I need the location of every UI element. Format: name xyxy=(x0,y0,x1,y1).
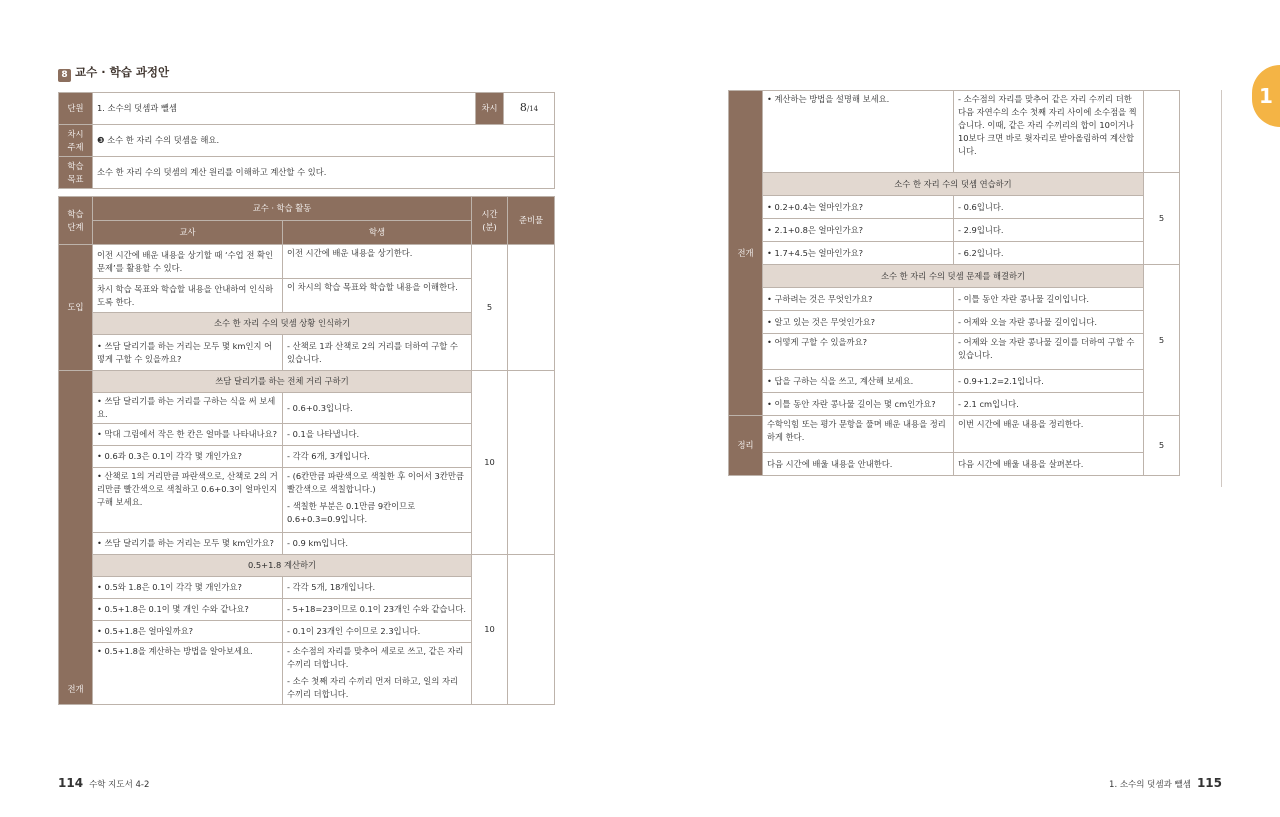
right-footer xyxy=(1109,776,1222,790)
practice-teacher-2: • 2.1+0.8은 얼마인가요? xyxy=(763,219,954,242)
right-top-time xyxy=(1144,91,1180,173)
unit-label: 단원 xyxy=(59,93,93,125)
intro-teacher-2: 차시 학습 목표와 학습할 내용을 안내하여 인식하도록 한다. xyxy=(93,279,283,313)
wrap-teacher-2: 다음 시간에 배울 내용을 안내한다. xyxy=(763,453,954,476)
problem-teacher-1: • 구하려는 것은 무엇인가요? xyxy=(763,288,954,311)
section-title-text: 교수 · 학습 과정안 xyxy=(75,65,170,79)
intro-question-teacher: • 쓰담 달리기를 하는 거리는 모두 몇 km인지 어떻게 구할 수 있을까요? xyxy=(93,335,283,371)
goal-label: 학습 목표 xyxy=(59,157,93,189)
right-top-student: - 소수점의 자리를 맞추어 같은 자리 수끼리 더한 다음 자연수의 소수 첫째 자리 사이에 소수점을 찍습니다. 이때, 같은 자리 수끼리의 합이 10이거나 10보다 크면 바로 윗자리로 받아올림하여 계산합니다. xyxy=(954,91,1144,173)
develop-b-calc-student-2: - 소수 첫째 자리 수끼리 먼저 더하고, 일의 자리 수끼리 더합니다. xyxy=(283,673,472,705)
develop-a-student-1: - 0.6+0.3입니다. xyxy=(283,393,472,424)
chapter-tab[interactable]: 1 xyxy=(1252,65,1280,127)
problem-teacher-3: • 어떻게 구할 수 있을까요? xyxy=(763,334,954,370)
wrap-time: 5 xyxy=(1144,416,1180,476)
problem-student-1: - 이틀 동안 자란 콩나물 길이입니다. xyxy=(954,288,1144,311)
intro-question-student: - 산책로 1과 산책로 2의 거리를 더하여 구할 수 있습니다. xyxy=(283,335,472,371)
col-activity: 교수 · 학습 활동 xyxy=(93,197,472,221)
develop-a-color-student-2: - 색칠한 부분은 0.1만큼 9칸이므로 0.6+0.3=0.9입니다. xyxy=(283,498,472,532)
problem-teacher-5: • 이틀 동안 자란 콩나물 길이는 몇 cm인가요? xyxy=(763,393,954,416)
intro-teacher-1: 이전 시간에 배운 내용을 상기할 때 ‘수업 전 확인 문제’를 활용할 수 있다. xyxy=(93,245,283,279)
right-margin-line xyxy=(1221,90,1222,487)
develop-a-teacher-last: • 쓰담 달리기를 하는 거리는 모두 몇 km인가요? xyxy=(93,532,283,554)
practice-subheading: 소수 한 자리 수의 덧셈 연습하기 xyxy=(763,173,1144,196)
wrap-student-1: 이번 시간에 배운 내용을 정리한다. xyxy=(954,416,1144,453)
intro-student-2: 이 차시의 학습 목표와 학습할 내용을 이해한다. xyxy=(283,279,472,313)
topic-value: ❸ 소수 한 자리 수의 덧셈을 해요. xyxy=(93,125,555,157)
develop-a-color-student-1: - (6칸만큼 파란색으로 색칠한 후 이어서 3칸만큼 빨간색으로 색칠합니다.) xyxy=(283,468,472,499)
topic-label: 차시 주제 xyxy=(59,125,93,157)
problem-time: 5 xyxy=(1144,265,1180,416)
develop-a-student-3: - 각각 6개, 3개입니다. xyxy=(283,446,472,468)
intro-subheading: 소수 한 자리 수의 덧셈 상황 인식하기 xyxy=(93,313,472,335)
right-page-number: 115 xyxy=(1196,776,1222,790)
lesson-info-table xyxy=(58,92,555,189)
problem-student-4: - 0.9+1.2=2.1입니다. xyxy=(954,370,1144,393)
col-time: 시간 (분) xyxy=(472,197,508,245)
right-chapter-title: 1. 소수의 덧셈과 뺄셈 xyxy=(1109,780,1191,790)
right-page xyxy=(640,0,1280,817)
goal-value: 소수 한 자리 수의 덧셈의 계산 원리를 이해하고 계산할 수 있다. xyxy=(93,157,555,189)
section-number: 8 xyxy=(58,69,71,82)
develop-b-materials xyxy=(508,554,555,705)
develop-a-subheading: 쓰담 달리기를 하는 전체 거리 구하기 xyxy=(93,371,472,393)
develop-a-teacher-1: • 쓰담 달리기를 하는 거리를 구하는 식을 써 보세요. xyxy=(93,393,283,424)
wrap-teacher-1: 수학익힘 또는 평가 문항을 풀며 배운 내용을 정리하게 한다. xyxy=(763,416,954,453)
develop-b-subheading: 0.5+1.8 계산하기 xyxy=(93,554,472,576)
develop-a-student-last: - 0.9 km입니다. xyxy=(283,532,472,554)
develop-b-teacher-2: • 0.5+1.8은 0.1이 몇 개인 수와 같나요? xyxy=(93,598,283,620)
problem-student-2: - 어제와 오늘 자란 콩나물 길이입니다. xyxy=(954,311,1144,334)
practice-student-3: - 6.2입니다. xyxy=(954,242,1144,265)
stage-develop: 전개 xyxy=(59,371,93,705)
wrap-student-2: 다음 시간에 배울 내용을 살펴본다. xyxy=(954,453,1144,476)
right-top-teacher: • 계산하는 방법을 설명해 보세요. xyxy=(763,91,954,173)
practice-spacer xyxy=(1180,173,1195,265)
develop-a-student-2: - 0.1을 나타냅니다. xyxy=(283,424,472,446)
wrap-spacer xyxy=(1180,416,1195,476)
develop-a-teacher-2: • 막대 그림에서 작은 한 칸은 얼마를 나타내나요? xyxy=(93,424,283,446)
problem-spacer xyxy=(1180,265,1195,416)
develop-a-materials xyxy=(508,371,555,555)
col-student: 학생 xyxy=(283,221,472,245)
develop-b-student-2: - 5+18=23이므로 0.1이 23개인 수와 같습니다. xyxy=(283,598,472,620)
col-stage: 학습 단계 xyxy=(59,197,93,245)
unit-value: 1. 소수의 덧셈과 뺄셈 xyxy=(93,93,476,125)
practice-student-2: - 2.9입니다. xyxy=(954,219,1144,242)
col-teacher: 교사 xyxy=(93,221,283,245)
col-materials: 준비물 xyxy=(508,197,555,245)
practice-teacher-1: • 0.2+0.4는 얼마인가요? xyxy=(763,196,954,219)
develop-b-student-1: - 각각 5개, 18개입니다. xyxy=(283,576,472,598)
practice-teacher-3: • 1.7+4.5는 얼마인가요? xyxy=(763,242,954,265)
practice-student-1: - 0.6입니다. xyxy=(954,196,1144,219)
develop-b-time: 10 xyxy=(472,554,508,705)
develop-a-color-teacher: • 산책로 1의 거리만큼 파란색으로, 산책로 2의 거리만큼 빨간색으로 색칠하고 0.6+0.3이 얼마인지 구해 보세요. xyxy=(93,468,283,533)
intro-materials xyxy=(508,245,555,371)
left-footer xyxy=(58,776,149,790)
period-total: /14 xyxy=(526,105,539,113)
develop-b-teacher-1: • 0.5와 1.8은 0.1이 각각 몇 개인가요? xyxy=(93,576,283,598)
develop-b-calc-teacher: • 0.5+1.8을 계산하는 방법을 알아보세요. xyxy=(93,642,283,705)
stage-wrap: 정리 xyxy=(729,416,763,476)
intro-student-1: 이전 시간에 배운 내용을 상기한다. xyxy=(283,245,472,279)
develop-b-student-3: - 0.1이 23개인 수이므로 2.3입니다. xyxy=(283,620,472,642)
intro-time: 5 xyxy=(472,245,508,371)
left-book-title: 수학 지도서 4-2 xyxy=(89,780,150,790)
develop-a-teacher-3: • 0.6과 0.3은 0.1이 각각 몇 개인가요? xyxy=(93,446,283,468)
develop-b-teacher-3: • 0.5+1.8은 얼마일까요? xyxy=(93,620,283,642)
problem-student-3: - 어제와 오늘 자란 콩나물 길이를 더하여 구할 수 있습니다. xyxy=(954,334,1144,370)
develop-a-time: 10 xyxy=(472,371,508,555)
right-top-spacer xyxy=(1180,91,1195,173)
period-label: 차시 xyxy=(476,93,504,125)
practice-time: 5 xyxy=(1144,173,1180,265)
stage-develop-cont: 전개 xyxy=(729,91,763,416)
lesson-plan-table-right xyxy=(728,90,1195,476)
period-current: 8 xyxy=(519,101,527,114)
left-page-number: 114 xyxy=(58,776,84,790)
develop-b-calc-student-1: - 소수점의 자리를 맞추어 세로로 쓰고, 같은 자리 수끼리 더합니다. xyxy=(283,642,472,673)
section-title xyxy=(58,64,169,82)
problem-student-5: - 2.1 cm입니다. xyxy=(954,393,1144,416)
stage-intro: 도입 xyxy=(59,245,93,371)
problem-subheading: 소수 한 자리 수의 덧셈 문제를 해결하기 xyxy=(763,265,1144,288)
problem-teacher-4: • 답을 구하는 식을 쓰고, 계산해 보세요. xyxy=(763,370,954,393)
problem-teacher-2: • 알고 있는 것은 무엇인가요? xyxy=(763,311,954,334)
period-value xyxy=(504,93,555,125)
lesson-plan-table-left xyxy=(58,196,555,705)
